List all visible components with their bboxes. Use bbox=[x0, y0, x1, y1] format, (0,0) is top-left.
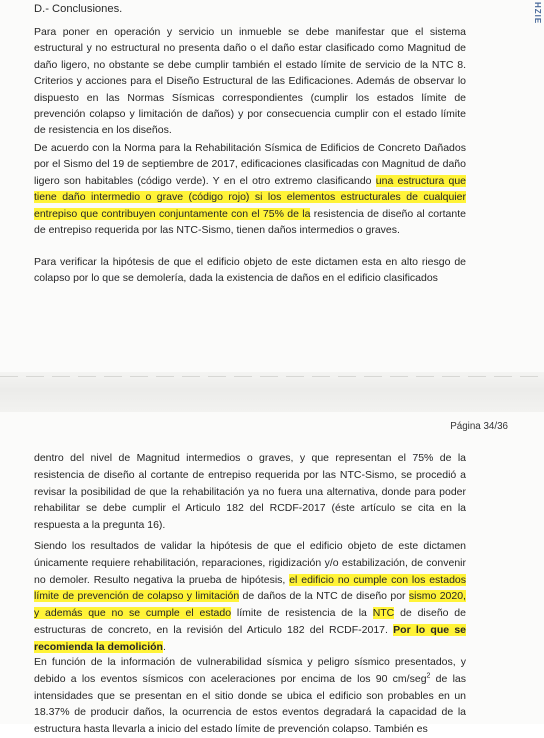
paragraph-text: de daños de la NTC de diseño por bbox=[239, 590, 409, 603]
page-number: Página 34/36 bbox=[450, 421, 508, 432]
paragraph-text: En función de la información de vulnerabilidad sísmica y peligro sísmico presentados, y debido a los eventos sísmicos con aceleraciones por encima de los 90 cm/seg bbox=[34, 656, 466, 685]
paragraph-text: límite de resistencia de la bbox=[231, 607, 373, 620]
paragraph-vulnerability bbox=[34, 654, 466, 738]
paragraph-text: . bbox=[162, 640, 166, 653]
paragraph-requirements bbox=[34, 24, 466, 139]
paragraph-text: de diseño de estructuras de concreto, en la revisión del Articulo 182 del RCDF-2017. bbox=[34, 607, 466, 636]
paragraph-text: Para poner en operación y servicio un inmueble se debe manifestar que el sistema estructural y no estructural no presenta daño o el daño estar clasificado como Magnitud de daño ligero, no obstante se debe cumplir también el estado límite de servicio de la NTC 8. Criterios y acciones para el Diseño Estructural de las Edificaciones. Además de observar lo dispuesto en las Normas Sísmicas correspondientes (cumplir los estados límite de prevención colapso y limitación de daños) y por consecuencia cumplir con el estado límite de resistencia en los diseños. bbox=[34, 26, 466, 137]
paragraph-norma bbox=[34, 140, 466, 238]
page-break-line bbox=[0, 376, 544, 377]
highlighted-text: NTC bbox=[372, 607, 395, 620]
highlighted-text: el edificio no cumple con los estados límite de prevención de colapso y limitación bbox=[34, 573, 466, 603]
highlighted-recommendation: Por lo que se recomienda la demolición bbox=[34, 623, 466, 653]
superscript: 2 bbox=[426, 672, 431, 680]
paragraph-text: resistencia de diseño al cortante de entrepiso requerida por las NTC-Sismo, tienen daños intermedios o graves. bbox=[34, 207, 466, 237]
paragraph-text: de las intensidades que se presentan en el sitio donde se ubica el edificio son probables en un 18.37% de producir daños, la ocurrencia de estos eventos degradará la capacidad de la estructura hasta llevarla a inicio del estado límite de prevención colapso. También es bbox=[34, 672, 466, 736]
paragraph-text: Para verificar la hipótesis de que el edificio objeto de este dictamen esta en alto riesgo de colapso por lo que se demolería, dada la existencia de daños en el edificio clasificados bbox=[34, 256, 466, 285]
paragraph-text: De acuerdo con la Norma para la Rehabilitación Sísmica de Edificios de Concreto Dañados por el Sismo del 19 de septiembre de 2017, edificaciones clasificadas con Magnitud de daño ligero son habitables (código verde). Y en el otro extremo clasificando bbox=[34, 142, 466, 187]
paragraph-text: Siendo los resultados de validar la hipótesis de que el edificio objeto de este dictamen únicamente requiere rehabilitación, reparaciones, rigidización y/o estabilización, de convenir no demoler. Resulto negativa la prueba de hipótesis, bbox=[34, 540, 466, 586]
page-break bbox=[0, 372, 544, 412]
paragraph-hypothesis bbox=[34, 254, 466, 287]
document-page-2 bbox=[0, 412, 544, 736]
section-heading: D.- Conclusiones. bbox=[34, 3, 123, 15]
side-label: HZIE bbox=[533, 2, 542, 25]
highlighted-text: una estructura que tiene daño intermedio o grave (código rojo) si los elementos estructurales de cualquier entrepiso que contribuyen conjuntamente con el 75% de la bbox=[34, 174, 466, 220]
paragraph-text: dentro del nivel de Magnitud intermedios o graves, y que representan el 75% de la resistencia de diseño al cortante de entrepiso requerida por las NTC-Sismo, se procedió a revisar la posibilidad de que la rehabilitación ya no fuera una alternativa, donde para poder rehabilitar se debe cumplir el Articulo 182 del RCDF-2017 (éste artículo se cita en la respuesta a la pregunta 16). bbox=[34, 452, 466, 532]
paragraph-magnitude bbox=[34, 450, 466, 534]
highlighted-text: sismo 2020, y además que no se cumple el estado bbox=[34, 590, 466, 620]
paragraph-results bbox=[34, 538, 466, 656]
